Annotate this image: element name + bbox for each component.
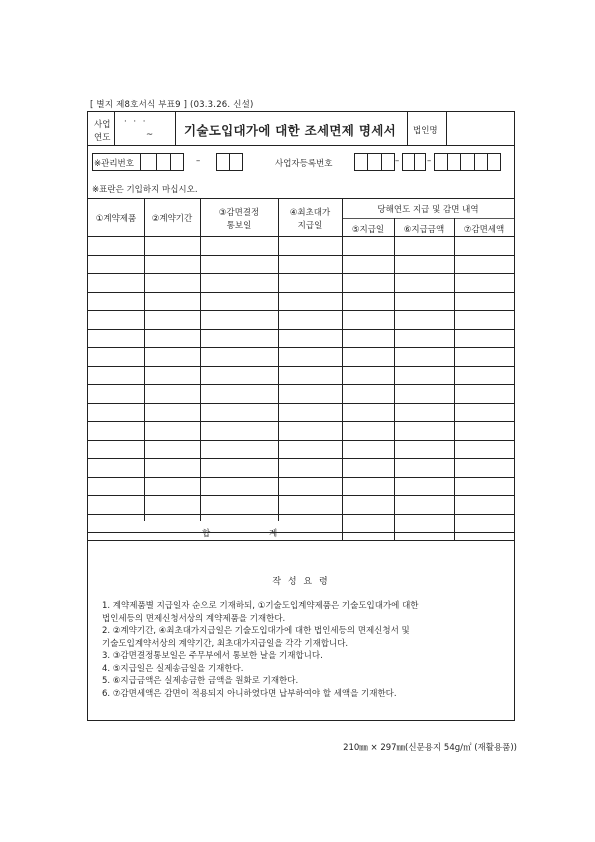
col-header-contract-product: ①계약제품 — [95, 214, 137, 224]
table-row-divider — [88, 310, 514, 311]
instruction-line: 4. ⑤지급일은 실제송금일을 기재한다. — [102, 663, 244, 674]
corp-name-field[interactable] — [447, 113, 513, 144]
col-header-decision-date-2: 통보일 — [226, 221, 252, 231]
year-label-2: 연도 — [94, 133, 111, 143]
table-row-divider — [88, 366, 514, 367]
biz-reg-dash-1: – — [395, 156, 400, 166]
table-row-divider — [88, 532, 514, 533]
instruction-line: 기술도입계약서상의 계약기간, 최초대가지급일을 각각 기재합니다. — [102, 638, 349, 649]
table-row-divider — [88, 440, 514, 441]
table-row-divider — [88, 458, 514, 459]
biz-reg-dash-2: – — [427, 156, 432, 166]
table-row-divider — [88, 514, 514, 515]
table-row-divider — [88, 329, 514, 330]
col-header-payment-date: ⑤지급일 — [351, 225, 385, 235]
mgmt-no-field-1[interactable] — [141, 154, 170, 170]
instruction-line: 2. ②계약기간, ④최초대가지급일은 기술도입대가에 대한 법인세등의 면제신청서 및 — [102, 626, 410, 636]
col-header-first-payment-1: ④최초대가 — [289, 208, 331, 218]
instruction-line: 5. ⑥지급금액은 실제송금한 금액을 원화로 기재한다. — [102, 676, 299, 686]
instructions-list — [102, 600, 502, 700]
instruction-line: 법인세등의 면제신청서상의 계약제품을 기재한다. — [102, 613, 286, 624]
year-date-tilde: ~ — [146, 130, 154, 140]
col-header-payment-amount: ⑥지급금액 — [403, 225, 445, 235]
year-label-1: 사업 — [94, 120, 111, 130]
col-header-decision-date-1: ③감면결정 — [218, 208, 260, 218]
mgmt-no-dash: – — [196, 156, 201, 166]
table-row-divider — [88, 495, 514, 496]
col-header-contract-period: ②계약기간 — [151, 214, 193, 224]
form-reference-note: [ 별지 제8호서식 부표9 ] (03.3.26. 신설) — [90, 100, 254, 110]
total-label-1: 합 — [202, 529, 211, 539]
instructions-heading: 작 성 요 령 — [272, 577, 330, 587]
table-row-divider — [88, 255, 514, 256]
table-row-divider — [88, 477, 514, 478]
mgmt-no-label: ※관리번호 — [94, 159, 134, 169]
table-row-divider — [88, 292, 514, 293]
instruction-line: 1. 계약제품별 지급일자 순으로 기재하되, ①기술도입계약제품은 기술도입대가에 대한 — [102, 601, 419, 611]
year-date-field[interactable]: · · · — [124, 117, 148, 127]
col-header-exempt-tax: ⑦감면세액 — [463, 225, 505, 235]
table-row-divider — [88, 347, 514, 348]
corp-name-label: 법인명 — [413, 126, 438, 136]
instruction-line: 6. ⑦감면세액은 감면이 적용되지 아니하였다면 납부하여야 할 세액을 기재한다. — [102, 688, 397, 699]
col-group-header: 당해연도 지급 및 감면 내역 — [377, 205, 479, 215]
total-label-2: 계 — [269, 529, 278, 539]
table-row-divider — [88, 403, 514, 404]
table-row-divider — [88, 273, 514, 274]
biz-reg-label: 사업자등록번호 — [275, 159, 333, 169]
paper-size-footer: 210㎜ × 297㎜(신문용지 54g/㎡ (재활용품)) — [343, 743, 517, 753]
biz-reg-field-1[interactable] — [354, 153, 395, 171]
notice-text: ※표란은 기입하지 마십시오. — [92, 185, 198, 195]
col-header-first-payment-2: 지급일 — [297, 221, 323, 231]
table-row-divider — [88, 421, 514, 422]
biz-reg-field-3[interactable] — [434, 153, 501, 171]
tax-exemption-form — [87, 111, 515, 721]
table-row-divider — [88, 384, 514, 385]
form-title: 기술도입대가에 대한 조세면제 명세서 — [184, 123, 396, 138]
instruction-line: 3. ③감면결정통보일은 주무부에서 통보한 날을 기재합니다. — [102, 651, 323, 661]
